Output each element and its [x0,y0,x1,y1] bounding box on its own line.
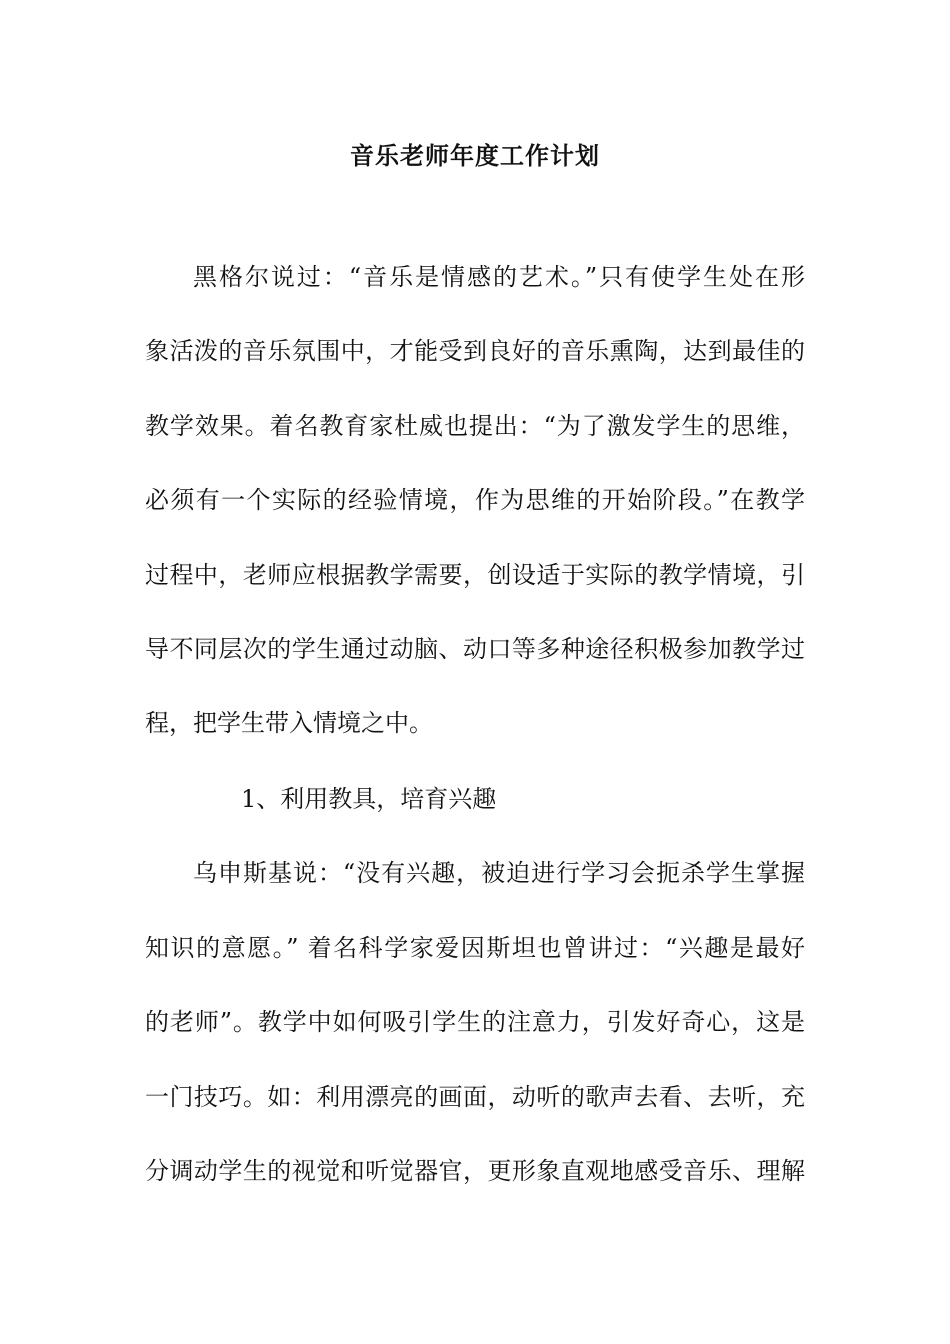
section-heading: 1、利用教具，培育兴趣 [241,785,497,813]
paragraph-line: 必须有一个实际的经验情境，作为思维的开始阶段。”在教学 [145,486,805,514]
paragraph-line: 导不同层次的学生通过动脑、动口等多种途径积极参加教学过 [145,635,805,663]
page-title: 音乐老师年度工作计划 [350,141,600,170]
paragraph-line: 教学效果。着名教育家杜威也提出：“为了激发学生的思维， [145,412,805,440]
paragraph-line: 分调动学生的视觉和听觉器官，更形象直观地感受音乐、理解 [145,1157,805,1185]
paragraph-line: 的老师”。教学中如何吸引学生的注意力，引发好奇心，这是 [145,1008,805,1036]
paragraph-line: 过程中，老师应根据教学需要，创设适于实际的教学情境，引 [145,561,805,589]
paragraph-line: 一门技巧。如：利用漂亮的画面，动听的歌声去看、去听，充 [145,1083,805,1111]
paragraph-line: 程，把学生带入情境之中。 [145,709,433,737]
paragraph-line: 黑格尔说过：“音乐是情感的艺术。”只有使学生处在形 [193,263,805,291]
paragraph-line: 象活泼的音乐氛围中，才能受到良好的音乐熏陶，达到最佳的 [145,337,805,365]
paragraph-line: 知识的意愿。” 着名科学家爱因斯坦也曾讲过：“兴趣是最好 [145,934,805,962]
paragraph-line: 乌申斯基说：“没有兴趣，被迫进行学习会扼杀学生掌握 [193,859,805,887]
